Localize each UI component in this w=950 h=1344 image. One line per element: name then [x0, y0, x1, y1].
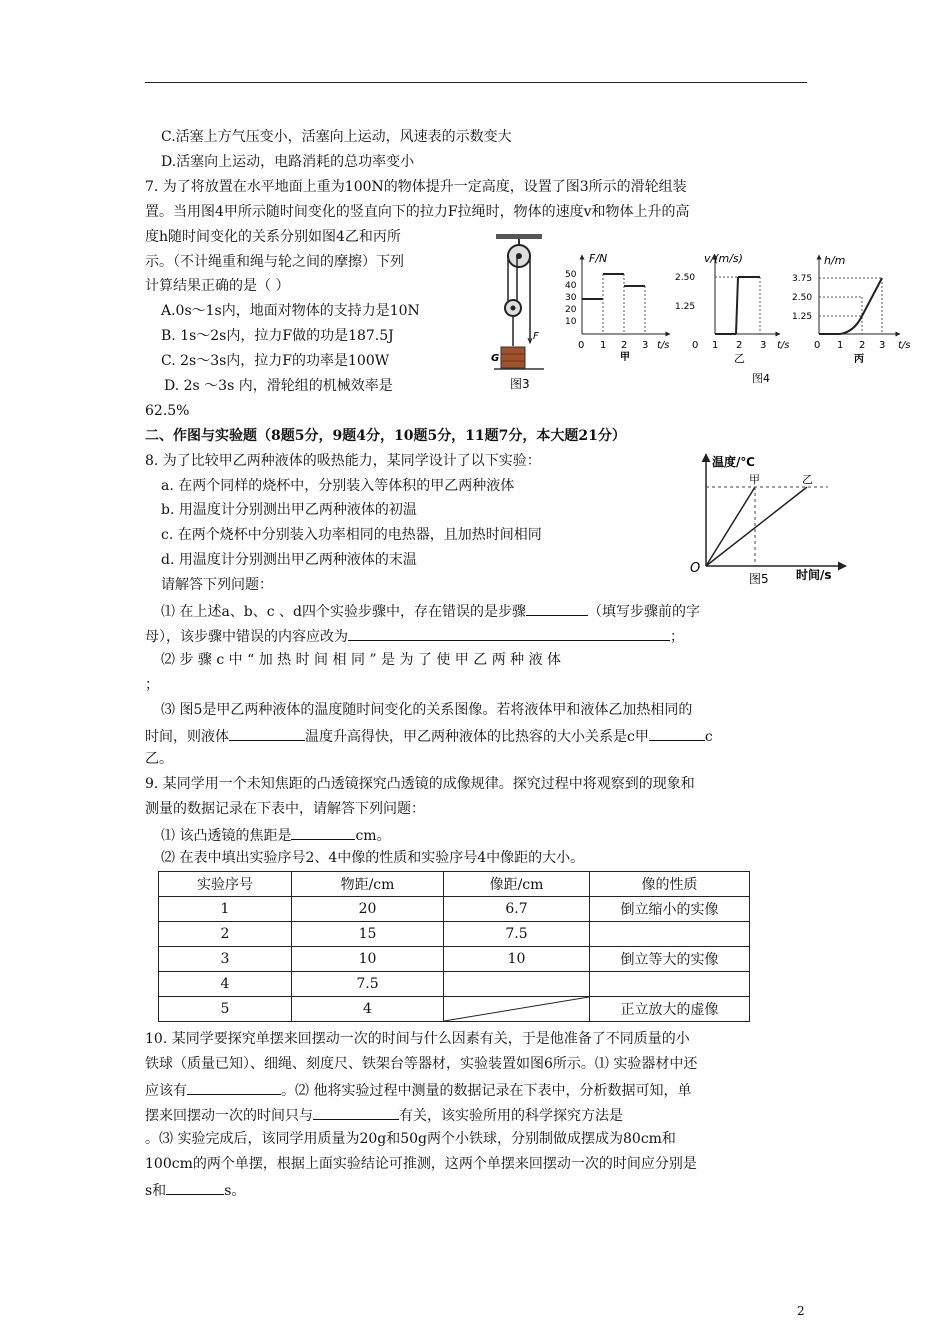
table-cell: 4	[292, 997, 444, 1022]
q10-stem-3: 应该有 。⑵ 他将实验过程中测量的数据记录在下表中，分析数据可知，单	[145, 1080, 691, 1100]
table-cell: 15	[292, 922, 444, 947]
jia-xunit: t/s	[657, 340, 670, 351]
page-number: 2	[797, 1304, 805, 1318]
yi-name: 乙	[734, 352, 745, 365]
answer-cell-distance-4[interactable]	[444, 972, 590, 997]
q8-part-2-end: ；	[145, 677, 159, 693]
figure-3-caption: 图3	[510, 377, 530, 391]
fig5-label-jia: 甲	[749, 473, 760, 486]
weight-block	[501, 347, 525, 368]
answer-blank-time-2[interactable]	[166, 1180, 224, 1195]
line-jia	[706, 487, 755, 566]
bing-xtick-1: 1	[837, 340, 844, 351]
jia-ytick-30: 30	[565, 293, 577, 303]
q8-step-a: a. 在两个同样的烧杯中，分别装入等体积的甲乙两种液体	[161, 478, 515, 494]
figure-3-pulley	[488, 232, 550, 394]
table-cell: 5	[159, 997, 292, 1022]
fig5-xlabel: 时间/s	[796, 568, 832, 582]
answer-cell-nature-4[interactable]	[590, 972, 750, 997]
jia-xtick-1: 1	[600, 340, 607, 351]
q8-step-d: d. 用温度计分别测出甲乙两种液体的末温	[161, 552, 417, 568]
yi-ytick-250: 2.50	[675, 273, 696, 283]
yi-segment-2	[736, 277, 738, 334]
bing-ytick-125: 1.25	[792, 312, 813, 322]
jia-xtick-0: 0	[578, 340, 585, 351]
table-cell: 10	[444, 947, 590, 972]
q7-option-d-cont: 62.5%	[145, 403, 190, 419]
q10-stem-2: 铁球（质量已知）、细绳、刻度尺、铁架台等器材，实验装置如图6所示。⑴ 实验器材中还	[145, 1056, 698, 1072]
q10-stem-1: 10. 某同学要探究单摆来回摆动一次的时间与什么因素有关，于是他准备了不同质量的小	[145, 1031, 690, 1047]
answer-blank-factor[interactable]	[313, 1105, 399, 1120]
bing-ytick-375: 3.75	[792, 274, 813, 284]
yi-xtick-1: 1	[712, 340, 719, 351]
bing-xtick-0: 0	[814, 340, 821, 351]
fig5-ylabel: 温度/℃	[712, 455, 755, 469]
q8-part-3-cont: 时间，则液体 温度升高得快，甲乙两种液体的比热容的大小关系是c甲 c	[145, 726, 713, 746]
q8-stem: 8. 为了比较甲乙两种液体的吸热能力，某同学设计了以下实验：	[145, 453, 541, 469]
table-row	[159, 922, 750, 947]
table-row	[159, 972, 750, 997]
table-cell: 倒立缩小的实像	[590, 897, 750, 922]
q9-part-2: ⑵ 在表中填出实验序号2、4中像的性质和实验序号4中像距的大小。	[161, 850, 585, 866]
fig5-origin: O	[690, 561, 701, 576]
figure-4-graphs	[562, 250, 924, 390]
answer-blank-step[interactable]	[526, 601, 588, 616]
answer-blank-focal[interactable]	[291, 825, 355, 840]
q8-step-c: c. 在两个烧杯中分别装入功率相同的电热器，且加热时间相同	[161, 527, 542, 543]
yi-xtick-2: 2	[736, 340, 743, 351]
q9-part-1: ⑴ 该凸透镜的焦距是 cm。	[161, 825, 391, 845]
q8-part-3: ⑶ 图5是甲乙两种液体的温度随时间变化的关系图像。若将液体甲和液体乙加热相同的	[161, 702, 693, 718]
jia-ytick-40: 40	[565, 281, 577, 291]
table-cell: 2	[159, 922, 292, 947]
figure-4-caption: 图4	[752, 372, 770, 385]
q7-stem-2: 置。当用图4甲所示随时间变化的竖直向下的拉力F拉绳时，物体的速度v和物体上升的高	[145, 204, 690, 220]
jia-ylabel: F/N	[589, 252, 608, 265]
section-2-heading: 二、作图与实验题（8题5分，9题4分，10题5分，11题7分，本大题21分）	[145, 428, 626, 444]
table-header: 像的性质	[590, 872, 750, 897]
q7-stem-3: 度h随时间变化的关系分别如图4乙和丙所	[145, 229, 401, 245]
q7-option-b: B. 1s～2s内，拉力F做的功是187.5J	[161, 328, 394, 344]
table-header: 物距/cm	[292, 872, 444, 897]
table-cell: 7.5	[292, 972, 444, 997]
fig5-caption: 图5	[749, 572, 769, 586]
q6-option-d: D.活塞向上运动，电路消耗的总功率变小	[161, 154, 415, 170]
table-cell-slashed	[444, 997, 590, 1022]
graph-bing	[792, 254, 911, 365]
yi-ylabel: v/(m/s)	[704, 252, 743, 265]
q7-option-a: A.0s～1s内，地面对物体的支持力是10N	[161, 303, 420, 319]
jia-xtick-3: 3	[642, 340, 649, 351]
table-row	[159, 947, 750, 972]
q10-stem-6: 100cm的两个单摆，根据上面实验结论可推测，这两个单摆来回摆动一次的时间应分别是	[145, 1156, 697, 1172]
table-cell: 7.5	[444, 922, 590, 947]
q6-option-c: C.活塞上方气压变小，活塞向上运动，风速表的示数变大	[161, 129, 512, 145]
bing-xtick-3: 3	[879, 340, 886, 351]
q7-option-d: D. 2s ～3s 内，滑轮组的机械效率是	[164, 378, 393, 394]
label-F: F	[533, 331, 539, 342]
q8-part-2: ⑵ 步 骤 c 中 “ 加 热 时 间 相 同 ” 是 为 了 使 甲 乙 两 种 液 体	[161, 652, 562, 668]
table-cell: 倒立等大的实像	[590, 947, 750, 972]
yi-xtick-3: 3	[760, 340, 767, 351]
q7-option-c: C. 2s～3s内，拉力F的功率是100W	[161, 353, 390, 369]
jia-xtick-2: 2	[621, 340, 628, 351]
q8-part-3-end: 乙。	[145, 751, 173, 767]
bing-segment-3	[862, 278, 882, 316]
answer-blank-correction[interactable]	[348, 626, 670, 641]
q10-stem-4: 摆来回摆动一次的时间只与 有关，该实验所用的科学探究方法是	[145, 1105, 623, 1125]
figure-5-temperature-graph	[686, 448, 856, 590]
q9-stem-2: 测量的数据记录在下表中，请解答下列问题：	[145, 801, 425, 817]
table-header: 实验序号	[159, 872, 292, 897]
bing-curve	[840, 316, 862, 334]
jia-ytick-20: 20	[565, 305, 577, 315]
ceiling-beam	[496, 234, 542, 239]
table-header-row	[159, 872, 750, 897]
fig5-label-yi: 乙	[802, 473, 813, 486]
graph-jia	[565, 252, 670, 363]
bing-ytick-250: 2.50	[792, 293, 813, 303]
answer-blank-liquid[interactable]	[229, 726, 305, 741]
graph-yi	[675, 252, 790, 385]
table-cell: 正立放大的虚像	[590, 997, 750, 1022]
q10-stem-7: s和 s。	[145, 1180, 245, 1200]
table-cell: 6.7	[444, 897, 590, 922]
q7-stem-5: 计算结果正确的是（ ）	[145, 278, 290, 294]
table-row	[159, 897, 750, 922]
q10-stem-5: 。⑶ 实验完成后，该同学用质量为20g和50g两个小铁球，分别制做成摆成为80cm和	[145, 1131, 676, 1147]
q8-prompt: 请解答下列问题：	[161, 577, 273, 593]
answer-blank-compare[interactable]	[649, 726, 705, 741]
table-cell: 4	[159, 972, 292, 997]
jia-name: 甲	[620, 352, 630, 363]
bing-xtick-2: 2	[859, 340, 866, 351]
line-yi	[706, 487, 807, 566]
header-rule	[145, 82, 807, 83]
q8-part-1: ⑴ 在上述a、b、c 、d四个实验步骤中，存在错误的是步骤 （填写步骤前的字	[161, 601, 700, 621]
bing-xunit: t/s	[898, 340, 911, 351]
label-G: G	[491, 353, 500, 364]
table-cell: 3	[159, 947, 292, 972]
q8-part-1-cont: 母），该步骤中错误的内容应改为 ；	[145, 626, 684, 646]
table-cell: 10	[292, 947, 444, 972]
bing-ylabel: h/m	[824, 254, 846, 267]
yi-ytick-125: 1.25	[675, 302, 696, 312]
jia-ytick-50: 50	[565, 270, 577, 280]
lens-data-table	[158, 871, 750, 1022]
answer-blank-equipment[interactable]	[187, 1080, 281, 1095]
table-row	[159, 997, 750, 1022]
jia-ytick-10: 10	[565, 317, 577, 327]
bing-name: 丙	[854, 354, 864, 365]
table-header: 像距/cm	[444, 872, 590, 897]
answer-cell-nature-2[interactable]	[590, 922, 750, 947]
table-cell: 1	[159, 897, 292, 922]
q7-stem-1: 7. 为了将放置在水平地面上重为100N的物体提升一定高度，设置了图3所示的滑轮组装	[145, 179, 687, 195]
q8-step-b: b. 用温度计分别测出甲乙两种液体的初温	[161, 502, 417, 518]
yi-xunit: t/s	[777, 340, 790, 351]
table-cell: 20	[292, 897, 444, 922]
q9-stem-1: 9. 某同学用一个未知焦距的凸透镜探究凸透镜的成像规律。探究过程中将观察到的现象和	[145, 776, 695, 792]
yi-xtick-0: 0	[692, 340, 699, 351]
q7-stem-4: 示。（不计绳重和绳与轮之间的摩擦）下列	[145, 254, 404, 270]
